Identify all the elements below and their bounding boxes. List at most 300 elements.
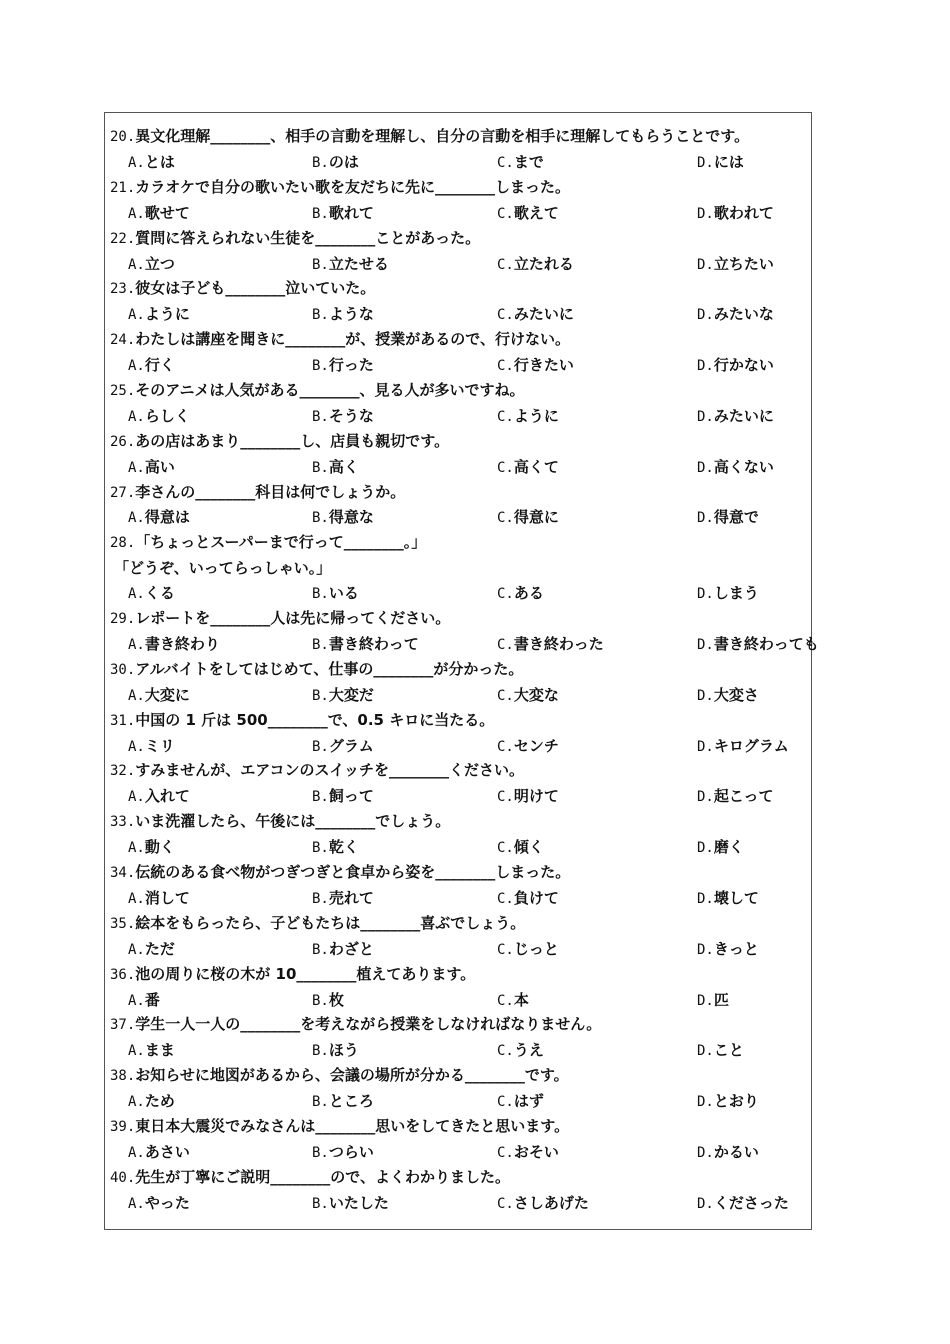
question-list: [110, 124, 850, 1216]
option-letter: C.: [497, 1043, 514, 1060]
options-row: [110, 404, 850, 429]
option-letter: A.: [128, 738, 145, 755]
option-letter: D.: [697, 510, 714, 527]
option-text: 高い: [144, 457, 175, 476]
option-d: [697, 937, 759, 963]
option-text: 傾く: [513, 838, 544, 857]
option-letter: C.: [497, 687, 514, 704]
question-text: 李さんの________科目は何でしょうか。: [135, 482, 406, 501]
option-text: ある: [513, 584, 544, 603]
question-stem: [110, 1063, 850, 1089]
option-a: [128, 353, 175, 379]
option-text: 書き終わって: [328, 634, 419, 653]
option-letter: C.: [497, 256, 514, 273]
option-d: [697, 455, 774, 481]
option-a: [128, 784, 190, 810]
option-d: [697, 988, 729, 1014]
question-text: わたしは講座を聞きに________が、授業があるので、行けない。: [135, 330, 570, 349]
option-text: ところ: [328, 1092, 374, 1111]
option-letter: C.: [497, 459, 514, 476]
option-letter: D.: [697, 358, 714, 375]
option-c: [497, 1089, 544, 1115]
option-letter: D.: [697, 154, 714, 171]
option-letter: A.: [128, 1094, 145, 1111]
question-number: 25.: [110, 382, 136, 399]
option-letter: C.: [497, 1195, 514, 1212]
question-text: カラオケで自分の歌いたい歌を友だちに先に________しまった。: [135, 177, 570, 196]
option-text: しまう: [713, 584, 759, 603]
option-letter: D.: [697, 1144, 714, 1161]
question-text: 絵本をもらったら、子どもたちは________喜ぶでしょう。: [135, 913, 526, 932]
option-letter: A.: [128, 941, 145, 958]
option-d: [697, 886, 759, 912]
option-text: 大変に: [144, 685, 190, 704]
options-row: [110, 455, 850, 480]
option-a: [128, 302, 190, 328]
options-row: [110, 734, 850, 759]
option-letter: A.: [128, 459, 145, 476]
options-row: [110, 1140, 850, 1165]
question-stem: [110, 758, 850, 784]
option-b: [312, 988, 344, 1014]
question-number: 26.: [110, 433, 136, 450]
option-text: さしあげた: [513, 1193, 589, 1212]
option-text: 得意は: [144, 508, 190, 527]
question-stem: [110, 657, 850, 683]
option-letter: B.: [312, 358, 329, 375]
question-stem: [110, 175, 850, 201]
option-text: 立つ: [144, 254, 175, 273]
option-b: [312, 632, 419, 658]
option-b: [312, 734, 374, 760]
option-text: 得意な: [328, 508, 374, 527]
option-letter: C.: [497, 358, 514, 375]
option-c: [497, 581, 544, 607]
option-text: とは: [144, 152, 175, 171]
option-letter: D.: [697, 307, 714, 324]
option-letter: D.: [697, 789, 714, 806]
question-stem: [110, 1114, 850, 1140]
option-letter: B.: [312, 636, 329, 653]
option-a: [128, 581, 175, 607]
question-number: 32.: [110, 763, 136, 780]
option-letter: A.: [128, 840, 145, 857]
option-a: [128, 455, 175, 481]
question-stem: [110, 606, 850, 632]
question-text: 伝統のある食べ物がつぎつぎと食卓から姿を________しまった。: [135, 863, 571, 882]
option-text: 高くて: [513, 457, 559, 476]
option-text: 書き終わっても: [713, 634, 819, 653]
option-text: ため: [144, 1092, 175, 1111]
option-letter: A.: [128, 636, 145, 653]
options-row: [110, 1038, 850, 1063]
option-a: [128, 988, 160, 1014]
option-c: [497, 734, 559, 760]
option-letter: C.: [497, 738, 514, 755]
question-number: 22.: [110, 230, 136, 247]
option-c: [497, 505, 559, 531]
option-text: 歌えて: [513, 203, 559, 222]
option-text: とおり: [713, 1092, 759, 1111]
option-text: 負けて: [513, 888, 559, 907]
option-letter: B.: [312, 408, 329, 425]
option-letter: B.: [312, 307, 329, 324]
option-letter: B.: [312, 154, 329, 171]
question-number: 30.: [110, 661, 136, 678]
option-c: [497, 1191, 589, 1217]
options-row: [110, 886, 850, 911]
option-text: センチ: [513, 736, 559, 755]
question-text: 異文化理解________、相手の言動を理解し、自分の言動を相手に理解してもらうことです。: [135, 127, 750, 145]
option-text: あさい: [144, 1142, 190, 1161]
options-row: [110, 150, 850, 175]
option-letter: C.: [497, 636, 514, 653]
question-number: 35.: [110, 915, 136, 932]
option-text: こと: [713, 1041, 744, 1060]
option-a: [128, 1038, 175, 1064]
option-text: つらい: [328, 1142, 374, 1161]
question-text: 中国の 1 斤は 500________で、0.5 キロに当たる。: [135, 710, 495, 729]
options-row: [110, 353, 850, 378]
question-number: 37.: [110, 1017, 136, 1034]
options-row: [110, 632, 850, 657]
option-text: 得意で: [713, 508, 759, 527]
question-stem: [110, 1012, 850, 1038]
options-row: [110, 252, 850, 277]
option-letter: A.: [128, 205, 145, 222]
option-b: [312, 302, 374, 328]
option-text: まま: [144, 1041, 175, 1060]
question-text: 質問に答えられない生徒を________ことがあった。: [135, 228, 481, 247]
option-text: 大変だ: [328, 685, 374, 704]
question-number: 34.: [110, 865, 136, 882]
question-number: 39.: [110, 1119, 136, 1136]
option-c: [497, 404, 559, 430]
option-text: かるい: [713, 1142, 759, 1161]
option-d: [697, 1191, 789, 1217]
option-letter: D.: [697, 992, 714, 1009]
option-text: はず: [513, 1092, 544, 1111]
option-b: [312, 886, 374, 912]
option-text: 大変な: [513, 685, 559, 704]
option-text: には: [713, 152, 744, 171]
question-text: 彼女は子ども________泣いていた。: [135, 279, 376, 298]
question-stem: [110, 962, 850, 988]
question-stem: [110, 429, 850, 455]
question-stem: [110, 327, 850, 353]
option-c: [497, 784, 559, 810]
question-number: 29.: [110, 611, 136, 628]
option-text: ような: [328, 305, 374, 324]
option-letter: D.: [697, 890, 714, 907]
option-c: [497, 252, 574, 278]
option-letter: C.: [497, 941, 514, 958]
option-a: [128, 150, 175, 176]
question-text: いま洗濯したら、午後には________でしょう。: [135, 812, 451, 831]
question-text: 「ちょっとスーパーまで行って________。」: [135, 533, 427, 552]
question-number: 33.: [110, 814, 136, 831]
option-a: [128, 1089, 175, 1115]
option-c: [497, 632, 604, 658]
option-c: [497, 937, 559, 963]
option-d: [697, 1038, 744, 1064]
option-c: [497, 835, 544, 861]
options-row: [110, 937, 850, 962]
option-d: [697, 1089, 759, 1115]
option-text: いる: [328, 584, 359, 603]
option-letter: D.: [697, 586, 714, 603]
option-letter: D.: [697, 738, 714, 755]
option-text: 書き終わった: [513, 634, 604, 653]
option-text: 本: [513, 990, 529, 1009]
option-letter: B.: [312, 1195, 329, 1212]
option-letter: D.: [697, 459, 714, 476]
question-number: 40.: [110, 1169, 136, 1186]
option-letter: A.: [128, 586, 145, 603]
question-stem: [110, 911, 850, 937]
option-letter: A.: [128, 510, 145, 527]
option-text: じっと: [513, 939, 559, 958]
option-letter: C.: [497, 586, 514, 603]
option-text: 行きたい: [513, 356, 574, 375]
options-row: [110, 581, 850, 606]
option-d: [697, 835, 744, 861]
option-text: 行く: [144, 356, 175, 375]
option-text: 動く: [144, 838, 175, 857]
option-letter: C.: [497, 840, 514, 857]
option-letter: B.: [312, 459, 329, 476]
option-c: [497, 1038, 544, 1064]
option-c: [497, 988, 529, 1014]
question-text: 学生一人一人の________を考えながら授業をしなければなりません。: [135, 1015, 602, 1034]
option-a: [128, 201, 190, 227]
option-b: [312, 784, 374, 810]
option-text: 匹: [713, 990, 729, 1009]
question-text: お知らせに地図があるから、会議の場所が分かる________です。: [135, 1066, 569, 1085]
option-letter: D.: [697, 1043, 714, 1060]
option-c: [497, 302, 574, 328]
option-text: 明けて: [513, 787, 559, 806]
options-row: [110, 1191, 850, 1216]
option-a: [128, 886, 190, 912]
option-text: 立たせる: [328, 254, 389, 273]
option-a: [128, 632, 220, 658]
option-letter: B.: [312, 941, 329, 958]
option-text: 大変さ: [713, 685, 759, 704]
option-b: [312, 1038, 359, 1064]
option-d: [697, 201, 774, 227]
option-text: のは: [328, 152, 359, 171]
option-letter: B.: [312, 205, 329, 222]
option-d: [697, 505, 759, 531]
option-letter: B.: [312, 1094, 329, 1111]
option-text: 立たれる: [513, 254, 574, 273]
option-a: [128, 937, 175, 963]
option-letter: C.: [497, 1094, 514, 1111]
option-c: [497, 1140, 559, 1166]
option-b: [312, 404, 374, 430]
option-letter: B.: [312, 890, 329, 907]
question-continuation: 「どうぞ、いってらっしゃい。」: [114, 559, 332, 578]
option-letter: D.: [697, 1094, 714, 1111]
question-text: あの店はあまり________し、店員も親切です。: [135, 431, 450, 450]
option-text: まで: [513, 152, 544, 171]
option-letter: C.: [497, 307, 514, 324]
question-stem: [110, 809, 850, 835]
option-text: グラム: [328, 736, 374, 755]
option-c: [497, 683, 559, 709]
option-letter: C.: [497, 510, 514, 527]
option-letter: A.: [128, 307, 145, 324]
option-c: [497, 353, 574, 379]
option-c: [497, 201, 559, 227]
option-d: [697, 353, 774, 379]
option-a: [128, 505, 190, 531]
option-a: [128, 404, 190, 430]
option-b: [312, 150, 359, 176]
option-text: 高くない: [713, 457, 774, 476]
options-row: [110, 835, 850, 860]
question-number: 20.: [110, 129, 136, 145]
options-row: [110, 988, 850, 1013]
question-stem: [110, 708, 850, 734]
option-text: 磨く: [713, 838, 744, 857]
option-letter: B.: [312, 789, 329, 806]
question-number: 38.: [110, 1068, 136, 1085]
option-text: 行かない: [713, 356, 774, 375]
option-a: [128, 1140, 190, 1166]
option-text: みたいに: [513, 305, 574, 324]
option-d: [697, 252, 774, 278]
option-text: ように: [144, 305, 190, 324]
option-text: 消して: [144, 888, 190, 907]
option-text: 飼って: [328, 787, 374, 806]
option-text: 歌れて: [328, 203, 374, 222]
option-text: 立ちたい: [713, 254, 774, 273]
option-text: 起こって: [713, 787, 774, 806]
question-stem: [110, 530, 850, 556]
option-letter: C.: [497, 992, 514, 1009]
option-d: [697, 581, 759, 607]
option-c: [497, 150, 544, 176]
question-text: すみませんが、エアコンのスイッチを________ください。: [135, 761, 524, 780]
option-text: ように: [513, 406, 559, 425]
option-d: [697, 683, 759, 709]
option-text: 歌われて: [713, 203, 774, 222]
question-number: 21.: [110, 179, 136, 196]
option-text: 枚: [328, 990, 344, 1009]
option-text: わざと: [328, 939, 374, 958]
question-stem: [110, 124, 800, 150]
option-d: [697, 784, 774, 810]
option-letter: C.: [497, 789, 514, 806]
question-stem: [110, 378, 850, 404]
question-text: アルバイトをしてはじめて、仕事の________が分かった。: [135, 659, 524, 678]
question-text: 先生が丁寧にご説明________ので、よくわかりました。: [135, 1167, 510, 1186]
option-b: [312, 505, 374, 531]
option-letter: D.: [697, 205, 714, 222]
option-c: [497, 886, 559, 912]
option-text: キログラム: [713, 736, 789, 755]
option-a: [128, 835, 175, 861]
option-text: やった: [144, 1193, 190, 1212]
option-b: [312, 937, 374, 963]
option-text: 高く: [328, 457, 359, 476]
option-d: [697, 302, 774, 328]
question-stem: [110, 276, 850, 302]
option-b: [312, 252, 389, 278]
option-letter: C.: [497, 408, 514, 425]
option-text: 売れて: [328, 888, 374, 907]
option-text: らしく: [144, 406, 190, 425]
option-letter: A.: [128, 992, 145, 1009]
question-stem: [110, 860, 850, 886]
option-letter: C.: [497, 1144, 514, 1161]
option-letter: D.: [697, 636, 714, 653]
option-letter: C.: [497, 890, 514, 907]
option-d: [697, 734, 789, 760]
option-letter: D.: [697, 256, 714, 273]
option-text: いたした: [328, 1193, 389, 1212]
option-text: 行った: [328, 356, 374, 375]
option-letter: B.: [312, 738, 329, 755]
question-number: 36.: [110, 966, 136, 983]
option-letter: A.: [128, 408, 145, 425]
question-stem: [110, 1165, 850, 1191]
option-letter: D.: [697, 941, 714, 958]
option-b: [312, 1089, 374, 1115]
option-letter: A.: [128, 1043, 145, 1060]
option-letter: A.: [128, 256, 145, 273]
options-row: [110, 505, 850, 530]
option-letter: A.: [128, 1195, 145, 1212]
options-row: [110, 201, 850, 226]
option-letter: C.: [497, 205, 514, 222]
option-text: きっと: [713, 939, 759, 958]
option-d: [697, 404, 774, 430]
question-stem: [110, 480, 850, 506]
option-text: 歌せて: [144, 203, 190, 222]
option-d: [697, 1140, 759, 1166]
option-b: [312, 1191, 389, 1217]
question-number: 28.: [110, 535, 136, 552]
option-letter: C.: [497, 154, 514, 171]
options-row: [110, 1089, 850, 1114]
option-text: 番: [144, 990, 160, 1009]
option-letter: B.: [312, 586, 329, 603]
options-row: [110, 784, 850, 809]
option-b: [312, 1140, 374, 1166]
option-b: [312, 835, 359, 861]
question-stem: [110, 226, 850, 252]
option-a: [128, 683, 190, 709]
option-b: [312, 353, 374, 379]
option-a: [128, 734, 175, 760]
option-text: ミリ: [144, 736, 175, 755]
option-a: [128, 1191, 190, 1217]
option-b: [312, 581, 359, 607]
option-letter: B.: [312, 992, 329, 1009]
option-letter: D.: [697, 408, 714, 425]
option-letter: B.: [312, 1043, 329, 1060]
option-c: [497, 455, 559, 481]
option-text: くださった: [713, 1193, 789, 1212]
option-letter: A.: [128, 154, 145, 171]
option-letter: A.: [128, 358, 145, 375]
option-b: [312, 455, 359, 481]
option-text: 書き終わり: [144, 634, 220, 653]
question-number: 24.: [110, 332, 136, 349]
